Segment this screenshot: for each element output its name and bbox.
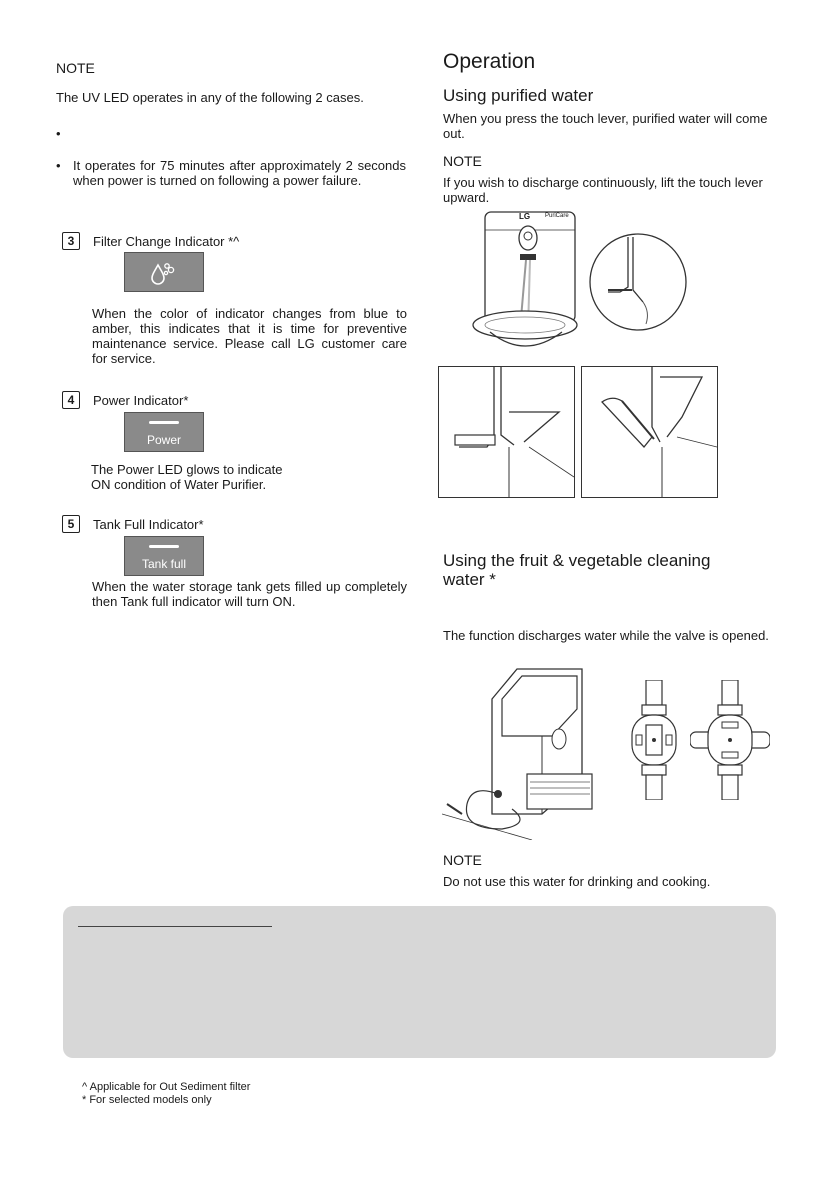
footnote-selected-models: * For selected models only bbox=[82, 1094, 212, 1106]
bullet-text: It operates for 75 minutes after approximately 2 seconds when power is turned on following a power failure. bbox=[73, 158, 406, 188]
power-description-line1: The Power LED glows to indicate bbox=[91, 462, 283, 477]
note-heading: NOTE bbox=[443, 852, 482, 868]
power-tile-label: Power bbox=[146, 433, 181, 447]
tank-full-title: Tank Full Indicator* bbox=[93, 517, 204, 532]
footnote-sediment: ^ Applicable for Out Sediment filter bbox=[82, 1081, 251, 1093]
purifier-dispensing-illustration bbox=[470, 210, 590, 360]
valve-closed-illustration bbox=[624, 680, 684, 800]
water-drop-bubbles-icon bbox=[125, 253, 203, 291]
uv-intro-text: The UV LED operates in any of the following 2 cases. bbox=[56, 90, 364, 105]
filter-change-title: Filter Change Indicator *^ bbox=[93, 234, 240, 249]
tank-full-tile-label: Tank full bbox=[141, 557, 187, 571]
valve-open-illustration bbox=[690, 680, 770, 800]
purified-water-heading: Using purified water bbox=[443, 86, 594, 105]
fruit-veg-heading-line2: water * bbox=[443, 570, 496, 589]
device-logo: LG bbox=[519, 212, 531, 221]
operation-title: Operation bbox=[443, 50, 536, 73]
lever-press-detail bbox=[438, 366, 575, 498]
purifier-side-valve-illustration bbox=[442, 664, 602, 840]
item-number-badge: 3 bbox=[62, 232, 80, 250]
item-number-badge: 4 bbox=[62, 391, 80, 409]
power-indicator-title: Power Indicator* bbox=[93, 393, 189, 408]
lever-detail-circle bbox=[588, 232, 688, 332]
panel-underline bbox=[78, 926, 272, 927]
led-bar bbox=[149, 545, 179, 548]
filter-change-description: When the color of indicator changes from blue to amber, this indicates that it is time for preventive maintenance service. Please call LG customer care for service. bbox=[92, 306, 407, 366]
tank-full-indicator-tile bbox=[124, 536, 204, 576]
power-description-line2: ON condition of Water Purifier. bbox=[91, 477, 267, 492]
lever-press-illustration bbox=[439, 367, 574, 497]
led-bar bbox=[149, 421, 179, 424]
fruit-veg-heading-line1: Using the fruit & vegetable cleaning bbox=[443, 551, 711, 570]
power-indicator-tile bbox=[124, 412, 204, 452]
bullet-empty: • bbox=[56, 126, 61, 141]
device-brand: PuriCare bbox=[545, 213, 569, 219]
purified-water-text: When you press the touch lever, purified water will come out. bbox=[443, 111, 768, 141]
filter-change-indicator-tile bbox=[124, 252, 204, 292]
note-heading: NOTE bbox=[443, 153, 482, 169]
tank-full-description: When the water storage tank gets filled up completely then Tank full indicator will turn ON. bbox=[92, 579, 407, 609]
note-heading: NOTE bbox=[56, 60, 95, 76]
lever-lift-illustration bbox=[582, 367, 717, 497]
bullet-marker: • bbox=[56, 158, 61, 173]
note-no-drinking-text: Do not use this water for drinking and cooking. bbox=[443, 874, 711, 889]
note-continuous-text: If you wish to discharge continuously, lift the touch lever upward. bbox=[443, 175, 763, 205]
item-number-badge: 5 bbox=[62, 515, 80, 533]
info-panel bbox=[63, 906, 776, 1058]
lever-lift-detail bbox=[581, 366, 718, 498]
fruit-veg-text: The function discharges water while the valve is opened. bbox=[443, 628, 769, 643]
